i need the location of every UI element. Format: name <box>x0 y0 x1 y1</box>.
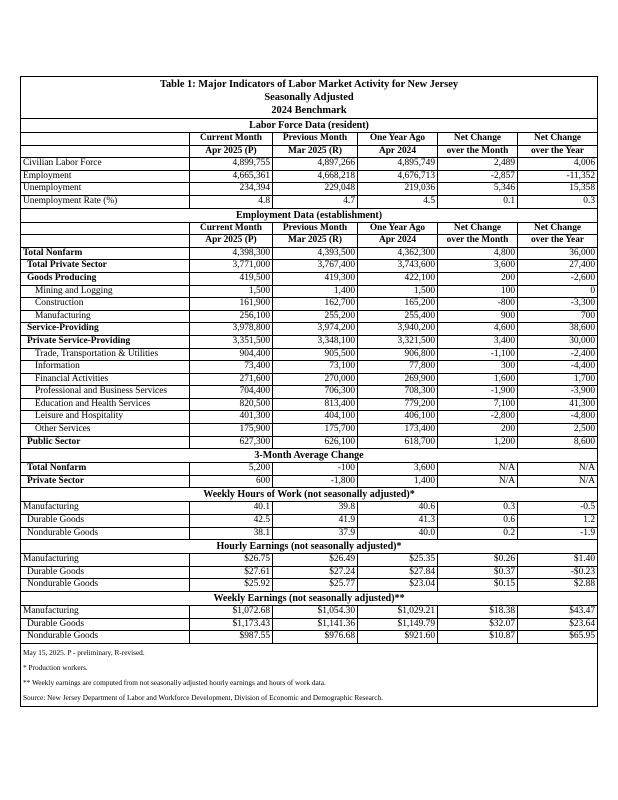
value-cell: 41,300 <box>518 398 598 411</box>
value-cell: 271,600 <box>190 373 273 386</box>
value-cell: 1,500 <box>190 285 273 298</box>
value-cell: 41.3 <box>358 515 438 528</box>
value-cell: N/A <box>438 475 518 488</box>
value-cell: -2,600 <box>518 272 598 285</box>
value-cell: 40.6 <box>358 502 438 515</box>
value-cell: 5,346 <box>438 183 518 196</box>
table-row <box>21 386 598 399</box>
value-cell: 3,400 <box>438 335 518 348</box>
value-cell: 8,600 <box>518 436 598 449</box>
row-label: Mining and Logging <box>21 285 190 298</box>
value-cell: N/A <box>518 463 598 476</box>
footnote: Source: New Jersey Department of Labor and Workforce Development, Division of Economic and Demographic Research. <box>23 692 383 702</box>
value-cell: $1,054.30 <box>273 606 358 619</box>
value-cell: 255,400 <box>358 310 438 323</box>
table-row <box>21 502 598 515</box>
value-cell: 269,900 <box>358 373 438 386</box>
row-label: Private Sector <box>21 475 190 488</box>
value-cell: 4,665,361 <box>190 170 273 183</box>
value-cell: 706,300 <box>273 386 358 399</box>
notes-row <box>21 643 598 706</box>
value-cell: -1,800 <box>273 475 358 488</box>
value-cell: $25.77 <box>273 579 358 592</box>
value-cell: 7,100 <box>438 398 518 411</box>
value-cell: 256,100 <box>190 310 273 323</box>
row-label: Total Private Sector <box>21 260 190 273</box>
value-cell: 175,900 <box>190 424 273 437</box>
value-cell: $0.26 <box>438 554 518 567</box>
header-blank-cell <box>21 145 190 158</box>
value-cell: -0.5 <box>518 502 598 515</box>
table-row <box>21 424 598 437</box>
table-row <box>21 631 598 644</box>
row-label: Total Nonfarm <box>21 463 190 476</box>
row-label: Durable Goods <box>21 566 190 579</box>
value-cell: $0.15 <box>438 579 518 592</box>
value-cell: -4,800 <box>518 411 598 424</box>
table-row <box>21 298 598 311</box>
value-cell: 0.1 <box>438 195 518 208</box>
table-row <box>21 260 598 273</box>
value-cell: 1,600 <box>438 373 518 386</box>
column-header: over the Month <box>438 145 518 158</box>
column-header: Net Change <box>438 133 518 146</box>
column-header: Net Change <box>438 222 518 235</box>
value-cell: 30,000 <box>518 335 598 348</box>
value-cell: 42.5 <box>190 515 273 528</box>
value-cell: 234,394 <box>190 183 273 196</box>
value-cell: 906,800 <box>358 348 438 361</box>
header-blank-cell <box>21 222 190 235</box>
value-cell: $32.07 <box>438 618 518 631</box>
header-blank-cell <box>21 133 190 146</box>
value-cell: $1,149.79 <box>358 618 438 631</box>
value-cell: $25.35 <box>358 554 438 567</box>
row-label: Education and Health Services <box>21 398 190 411</box>
value-cell: 820,500 <box>190 398 273 411</box>
column-header: Net Change <box>518 133 598 146</box>
value-cell: $1,072.68 <box>190 606 273 619</box>
value-cell: 419,500 <box>190 272 273 285</box>
table-row <box>21 335 598 348</box>
value-cell: 4.8 <box>190 195 273 208</box>
value-cell: 3,600 <box>438 260 518 273</box>
value-cell: $23.64 <box>518 618 598 631</box>
value-cell: -4,400 <box>518 361 598 374</box>
value-cell: $1,141.36 <box>273 618 358 631</box>
value-cell: 4,600 <box>438 323 518 336</box>
value-cell: 0 <box>518 285 598 298</box>
column-header: Previous Month <box>273 133 358 146</box>
value-cell: $18.38 <box>438 606 518 619</box>
value-cell: 900 <box>438 310 518 323</box>
column-header-row <box>21 145 598 158</box>
table-row <box>21 411 598 424</box>
value-cell: 4,398,300 <box>190 247 273 260</box>
row-label: Service-Providing <box>21 323 190 336</box>
table-row <box>21 158 598 171</box>
value-cell: 1,400 <box>358 475 438 488</box>
value-cell: 40.0 <box>358 527 438 540</box>
row-label: Nondurable Goods <box>21 527 190 540</box>
section-title: 3-Month Average Change <box>21 449 598 463</box>
value-cell: 404,100 <box>273 411 358 424</box>
column-header: Apr 2024 <box>358 235 438 248</box>
row-label: Employment <box>21 170 190 183</box>
value-cell: 626,100 <box>273 436 358 449</box>
title-line-2: Seasonally Adjusted <box>264 92 354 103</box>
value-cell: 3,771,000 <box>190 260 273 273</box>
value-cell: 162,700 <box>273 298 358 311</box>
value-cell: N/A <box>518 475 598 488</box>
value-cell: 1.2 <box>518 515 598 528</box>
row-label: Manufacturing <box>21 606 190 619</box>
section-title-row <box>21 592 598 606</box>
row-label: Durable Goods <box>21 515 190 528</box>
title-line-1: Table 1: Major Indicators of Labor Market Activity for New Jersey <box>160 79 459 90</box>
section-title-row <box>21 488 598 502</box>
value-cell: 4,668,218 <box>273 170 358 183</box>
value-cell: -100 <box>273 463 358 476</box>
table-row <box>21 618 598 631</box>
value-cell: 4,006 <box>518 158 598 171</box>
value-cell: 2,500 <box>518 424 598 437</box>
section-title: Weekly Earnings (not seasonally adjusted)** <box>21 592 598 606</box>
value-cell: 3,600 <box>358 463 438 476</box>
section-title-row <box>21 449 598 463</box>
value-cell: 0.3 <box>438 502 518 515</box>
row-label: Manufacturing <box>21 554 190 567</box>
value-cell: 15,358 <box>518 183 598 196</box>
row-label: Private Service-Providing <box>21 335 190 348</box>
row-label: Professional and Business Services <box>21 386 190 399</box>
table-row <box>21 566 598 579</box>
column-header: over the Month <box>438 235 518 248</box>
table-row <box>21 310 598 323</box>
row-label: Construction <box>21 298 190 311</box>
table-row <box>21 515 598 528</box>
value-cell: $27.24 <box>273 566 358 579</box>
footnote: ** Weekly earnings are computed from not seasonally adjusted hourly earnings and hours of work data. <box>23 677 326 687</box>
table-row <box>21 475 598 488</box>
value-cell: 219,036 <box>358 183 438 196</box>
table-row <box>21 170 598 183</box>
value-cell: 4,676,713 <box>358 170 438 183</box>
value-cell: $10.87 <box>438 631 518 644</box>
value-cell: -$0.23 <box>518 566 598 579</box>
value-cell: 0.2 <box>438 527 518 540</box>
row-label: Durable Goods <box>21 618 190 631</box>
value-cell: -2,857 <box>438 170 518 183</box>
value-cell: $976.68 <box>273 631 358 644</box>
table-row <box>21 579 598 592</box>
value-cell: $0.37 <box>438 566 518 579</box>
value-cell: 27,400 <box>518 260 598 273</box>
labor-market-document <box>20 76 597 707</box>
value-cell: 3,978,800 <box>190 323 273 336</box>
value-cell: 700 <box>518 310 598 323</box>
value-cell: 1,500 <box>358 285 438 298</box>
value-cell: 0.6 <box>438 515 518 528</box>
value-cell: 173,400 <box>358 424 438 437</box>
value-cell: $2.88 <box>518 579 598 592</box>
column-header: One Year Ago <box>358 222 438 235</box>
value-cell: 422,100 <box>358 272 438 285</box>
value-cell: 300 <box>438 361 518 374</box>
value-cell: 37.9 <box>273 527 358 540</box>
value-cell: 0.3 <box>518 195 598 208</box>
column-header: Net Change <box>518 222 598 235</box>
value-cell: 4,800 <box>438 247 518 260</box>
value-cell: 40.1 <box>190 502 273 515</box>
footnote: May 15, 2025. P - preliminary, R-revised. <box>23 647 145 657</box>
value-cell: 4,897,266 <box>273 158 358 171</box>
value-cell: 905,500 <box>273 348 358 361</box>
table-row <box>21 398 598 411</box>
column-header: over the Year <box>518 145 598 158</box>
value-cell: 4,393,500 <box>273 247 358 260</box>
value-cell: N/A <box>438 463 518 476</box>
value-cell: 627,300 <box>190 436 273 449</box>
value-cell: 3,974,200 <box>273 323 358 336</box>
value-cell: 904,400 <box>190 348 273 361</box>
value-cell: -1,900 <box>438 386 518 399</box>
column-header: Mar 2025 (R) <box>273 235 358 248</box>
value-cell: $43.47 <box>518 606 598 619</box>
table-row <box>21 436 598 449</box>
table-row <box>21 606 598 619</box>
column-header: Current Month <box>190 133 273 146</box>
value-cell: -1,100 <box>438 348 518 361</box>
value-cell: 5,200 <box>190 463 273 476</box>
column-header: Apr 2025 (P) <box>190 145 273 158</box>
column-header-row <box>21 133 598 146</box>
row-label: Manufacturing <box>21 310 190 323</box>
value-cell: 813,400 <box>273 398 358 411</box>
value-cell: 255,200 <box>273 310 358 323</box>
row-label: Leisure and Hospitality <box>21 411 190 424</box>
value-cell: 779,200 <box>358 398 438 411</box>
value-cell: 3,348,100 <box>273 335 358 348</box>
value-cell: 41.9 <box>273 515 358 528</box>
row-label: Trade, Transportation & Utilities <box>21 348 190 361</box>
value-cell: 618,700 <box>358 436 438 449</box>
value-cell: $26.75 <box>190 554 273 567</box>
table-row <box>21 361 598 374</box>
table-row <box>21 554 598 567</box>
value-cell: 4.7 <box>273 195 358 208</box>
value-cell: 4,362,300 <box>358 247 438 260</box>
table-row <box>21 272 598 285</box>
column-header: One Year Ago <box>358 133 438 146</box>
footnote: * Production workers. <box>23 662 88 672</box>
column-header-row <box>21 222 598 235</box>
value-cell: $987.55 <box>190 631 273 644</box>
table-row <box>21 527 598 540</box>
section-title: Weekly Hours of Work (not seasonally adjusted)* <box>21 488 598 502</box>
value-cell: 3,940,200 <box>358 323 438 336</box>
value-cell: $26.49 <box>273 554 358 567</box>
value-cell: 3,767,400 <box>273 260 358 273</box>
value-cell: -3,900 <box>518 386 598 399</box>
table-row <box>21 323 598 336</box>
table-row <box>21 247 598 260</box>
value-cell: -2,400 <box>518 348 598 361</box>
table-title <box>21 77 598 119</box>
value-cell: $65.95 <box>518 631 598 644</box>
value-cell: $1.40 <box>518 554 598 567</box>
value-cell: 1,400 <box>273 285 358 298</box>
value-cell: $921.60 <box>358 631 438 644</box>
column-header: Apr 2025 (P) <box>190 235 273 248</box>
value-cell: -1.9 <box>518 527 598 540</box>
value-cell: 175,700 <box>273 424 358 437</box>
column-header: Apr 2024 <box>358 145 438 158</box>
column-header: Mar 2025 (R) <box>273 145 358 158</box>
row-label: Financial Activities <box>21 373 190 386</box>
row-label: Public Sector <box>21 436 190 449</box>
value-cell: 4.5 <box>358 195 438 208</box>
value-cell: 3,743,600 <box>358 260 438 273</box>
value-cell: 3,321,500 <box>358 335 438 348</box>
table-row <box>21 463 598 476</box>
value-cell: 39.8 <box>273 502 358 515</box>
value-cell: 401,300 <box>190 411 273 424</box>
value-cell: 38,600 <box>518 323 598 336</box>
value-cell: 4,895,749 <box>358 158 438 171</box>
footnotes <box>21 643 598 706</box>
row-label: Unemployment Rate (%) <box>21 195 190 208</box>
value-cell: 406,100 <box>358 411 438 424</box>
value-cell: 100 <box>438 285 518 298</box>
section-title-row <box>21 208 598 222</box>
row-label: Total Nonfarm <box>21 247 190 260</box>
table-row <box>21 183 598 196</box>
value-cell: $1,029.21 <box>358 606 438 619</box>
table-row <box>21 285 598 298</box>
value-cell: 704,400 <box>190 386 273 399</box>
value-cell: 36,000 <box>518 247 598 260</box>
value-cell: 600 <box>190 475 273 488</box>
row-label: Nondurable Goods <box>21 579 190 592</box>
value-cell: 419,300 <box>273 272 358 285</box>
section-title-row <box>21 119 598 133</box>
value-cell: 200 <box>438 272 518 285</box>
section-title: Employment Data (establishment) <box>21 208 598 222</box>
labor-indicators-table <box>20 76 598 707</box>
section-title-row <box>21 540 598 554</box>
value-cell: -2,800 <box>438 411 518 424</box>
row-label: Information <box>21 361 190 374</box>
value-cell: 161,900 <box>190 298 273 311</box>
value-cell: $23.04 <box>358 579 438 592</box>
column-header: over the Year <box>518 235 598 248</box>
value-cell: -11,352 <box>518 170 598 183</box>
table-row <box>21 373 598 386</box>
value-cell: 1,200 <box>438 436 518 449</box>
row-label: Unemployment <box>21 183 190 196</box>
row-label: Goods Producing <box>21 272 190 285</box>
value-cell: 4,899,755 <box>190 158 273 171</box>
value-cell: 229,048 <box>273 183 358 196</box>
value-cell: $1,173.43 <box>190 618 273 631</box>
value-cell: 2,489 <box>438 158 518 171</box>
row-label: Manufacturing <box>21 502 190 515</box>
value-cell: 3,351,500 <box>190 335 273 348</box>
section-title: Labor Force Data (resident) <box>21 119 598 133</box>
title-line-3: 2024 Benchmark <box>271 105 347 116</box>
section-title: Hourly Earnings (not seasonally adjusted)* <box>21 540 598 554</box>
value-cell: 270,000 <box>273 373 358 386</box>
value-cell: $27.61 <box>190 566 273 579</box>
value-cell: $25.92 <box>190 579 273 592</box>
value-cell: 73,400 <box>190 361 273 374</box>
column-header: Current Month <box>190 222 273 235</box>
table-row <box>21 195 598 208</box>
row-label: Civilian Labor Force <box>21 158 190 171</box>
value-cell: 38.1 <box>190 527 273 540</box>
row-label: Nondurable Goods <box>21 631 190 644</box>
value-cell: -800 <box>438 298 518 311</box>
value-cell: 200 <box>438 424 518 437</box>
value-cell: 708,300 <box>358 386 438 399</box>
value-cell: 165,200 <box>358 298 438 311</box>
value-cell: 77,800 <box>358 361 438 374</box>
column-header-row <box>21 235 598 248</box>
table-row <box>21 348 598 361</box>
value-cell: $27.84 <box>358 566 438 579</box>
table-title-row <box>21 77 598 119</box>
header-blank-cell <box>21 235 190 248</box>
column-header: Previous Month <box>273 222 358 235</box>
value-cell: 73,100 <box>273 361 358 374</box>
value-cell: -3,300 <box>518 298 598 311</box>
row-label: Other Services <box>21 424 190 437</box>
value-cell: 1,700 <box>518 373 598 386</box>
